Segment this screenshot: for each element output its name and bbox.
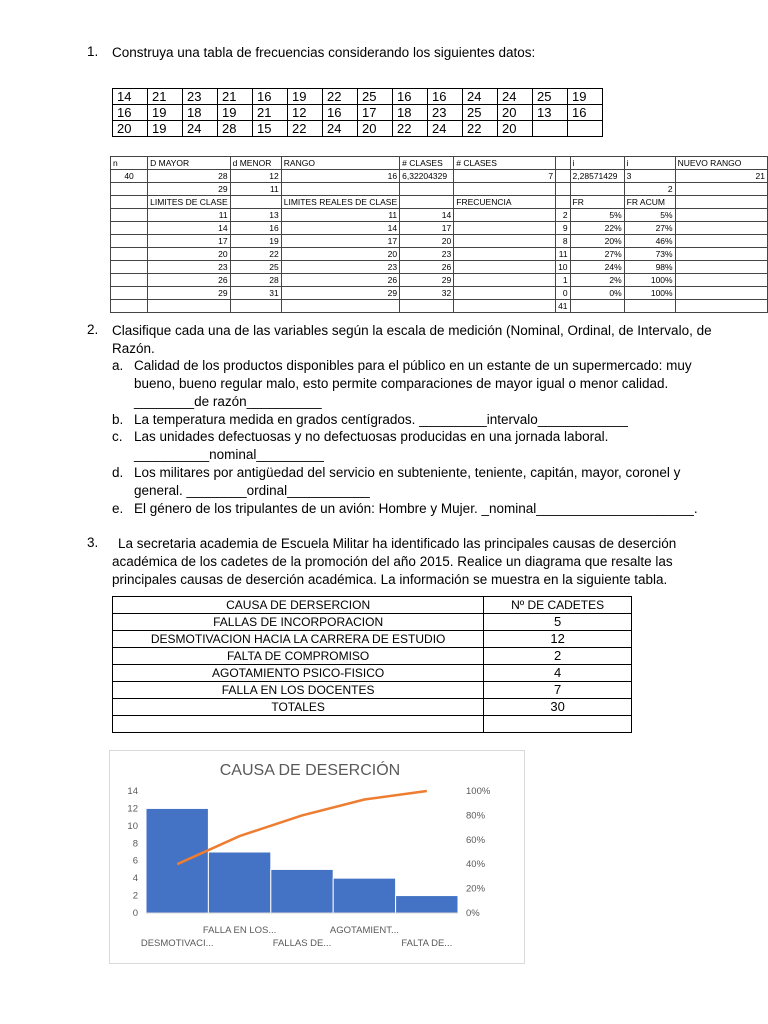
freq-table-cell	[556, 170, 570, 183]
data-grid-cell: 13	[533, 105, 568, 121]
freq-table-cell: 0%	[570, 287, 624, 300]
freq-table-cell: FR ACUM	[624, 196, 675, 209]
freq-table-cell: 26	[148, 274, 230, 287]
freq-table-cell: 11	[556, 248, 570, 261]
data-grid-cell	[568, 121, 603, 137]
pareto-chart	[109, 750, 525, 964]
freq-table-cell: i	[570, 157, 624, 170]
freq-table-cell: 22%	[570, 222, 624, 235]
chart-bar	[271, 869, 333, 913]
freq-table-cell: 11	[230, 183, 281, 196]
y-right-tick-label: 0%	[466, 908, 480, 919]
freq-table-cell: 23	[400, 248, 454, 261]
y-right-tick-label: 20%	[466, 883, 486, 895]
q2e-letter: e.	[112, 501, 124, 516]
freq-table-cell: 14	[400, 209, 454, 222]
cause-table-row	[113, 631, 632, 648]
freq-table-cell: 28	[230, 274, 281, 287]
cause-table-row	[113, 716, 632, 733]
data-grid-cell: 16	[253, 89, 288, 105]
freq-table-cell: 23	[148, 261, 230, 274]
freq-table-cell: 2,28571429	[570, 170, 624, 183]
freq-table-cell: # CLASES	[454, 157, 556, 170]
y-left-tick-label: 8	[132, 838, 138, 850]
freq-table-cell: 8	[556, 235, 570, 248]
freq-table-cell: 7	[454, 170, 556, 183]
freq-table-cell	[111, 196, 148, 209]
cause-table-header	[113, 597, 632, 614]
freq-table-cell	[556, 157, 570, 170]
freq-table-cell: 20	[400, 235, 454, 248]
freq-table-cell: # CLASES	[400, 157, 454, 170]
frequency-table	[110, 156, 768, 313]
freq-table-cell: LIMITES REALES DE CLASE	[281, 196, 399, 209]
data-grid-cell: 28	[218, 121, 253, 137]
data-grid-row	[113, 121, 603, 137]
freq-table-cell	[454, 300, 556, 313]
freq-table-cell: 2	[624, 183, 675, 196]
cause-table-cell: 2	[484, 648, 632, 665]
freq-table-cell	[454, 235, 556, 248]
freq-table-cell: 40	[111, 170, 148, 183]
freq-table-cell	[111, 235, 148, 248]
data-grid-cell: 19	[218, 105, 253, 121]
q2b-text: La temperatura medida en grados centígrados. _________intervalo____________	[134, 412, 628, 427]
y-left-tick-label: 14	[127, 786, 138, 797]
freq-table-cell: 10	[556, 261, 570, 274]
y-right-tick-label: 80%	[466, 810, 486, 822]
freq-table-cell: RANGO	[281, 157, 399, 170]
q2c-answer: __________nominal_________	[134, 447, 324, 462]
q2-number: 2.	[87, 322, 99, 337]
freq-table-cell: 23	[281, 261, 399, 274]
freq-table-cell: 28	[148, 170, 230, 183]
data-grid-cell: 16	[428, 89, 463, 105]
q2a-line1: Calidad de los productos disponibles para el público en un estante de un supermercado: muy	[134, 358, 692, 373]
freq-table-cell	[675, 235, 767, 248]
freq-table-cell	[675, 248, 767, 261]
freq-table-cell	[675, 222, 767, 235]
cause-table-cell: TOTALES	[113, 699, 484, 716]
freq-table-row	[111, 235, 768, 248]
cause-table-cell: 12	[484, 631, 632, 648]
x-category-label: FALLAS DE...	[272, 938, 332, 949]
freq-table-cell: 14	[281, 222, 399, 235]
freq-table-cell: 5%	[624, 209, 675, 222]
freq-table-cell: 2%	[570, 274, 624, 287]
data-grid-cell: 24	[463, 89, 498, 105]
freq-table-cell: 16	[230, 222, 281, 235]
chart-title: CAUSA DE DESERCIÓN	[219, 762, 401, 779]
data-grid-cell: 18	[393, 105, 428, 121]
freq-table-row	[111, 274, 768, 287]
data-grid-cell: 22	[463, 121, 498, 137]
freq-table-cell: 21	[675, 170, 767, 183]
freq-table-cell	[570, 183, 624, 196]
freq-table-cell: 17	[281, 235, 399, 248]
freq-table-cell: 73%	[624, 248, 675, 261]
data-grid-row	[113, 89, 603, 105]
cause-table-cell: 5	[484, 614, 632, 631]
chart-bar	[208, 852, 270, 913]
cause-table-cell: AGOTAMIENTO PSICO-FISICO	[113, 665, 484, 682]
data-grid-cell: 19	[288, 89, 323, 105]
freq-table-cell: 16	[281, 170, 399, 183]
freq-table-cell	[148, 300, 230, 313]
data-grid-cell: 12	[288, 105, 323, 121]
data-grid-cell: 25	[463, 105, 498, 121]
freq-table-cell	[454, 209, 556, 222]
data-grid-cell: 23	[183, 89, 218, 105]
cause-table-row	[113, 614, 632, 631]
data-grid-cell: 22	[323, 89, 358, 105]
freq-table-cell: 26	[400, 261, 454, 274]
cause-table-header-cell: CAUSA DE DERSERCION	[113, 597, 484, 614]
freq-table-cell	[624, 300, 675, 313]
data-grid-cell: 16	[113, 105, 148, 121]
cause-table-cell: FALLA EN LOS DOCENTES	[113, 682, 484, 699]
cause-table-cell	[113, 716, 484, 733]
q2a-line2: bueno, bueno regular malo, esto permite comparaciones de mayor igual o menor calidad.	[134, 376, 669, 391]
freq-table-cell: 98%	[624, 261, 675, 274]
q2a-answer: ________de razón__________	[134, 394, 322, 409]
freq-table-row	[111, 222, 768, 235]
data-grid-cell: 24	[498, 89, 533, 105]
freq-table-cell: 27%	[624, 222, 675, 235]
freq-table-cell: 6,32204329	[400, 170, 454, 183]
chart-bar	[333, 878, 395, 913]
q1-number: 1.	[87, 44, 99, 59]
freq-table-cell: 17	[400, 222, 454, 235]
q2c-letter: c.	[112, 429, 123, 444]
x-category-label: AGOTAMIENT...	[329, 925, 399, 936]
freq-table-cell	[111, 209, 148, 222]
freq-table-cell: 24%	[570, 261, 624, 274]
freq-table-cell: LIMITES DE CLASE	[148, 196, 230, 209]
cause-table-cell: DESMOTIVACION HACIA LA CARRERA DE ESTUDIO	[113, 631, 484, 648]
y-left-tick-label: 12	[127, 803, 138, 815]
freq-table-cell	[281, 183, 399, 196]
data-grid-cell: 24	[428, 121, 463, 137]
y-left-tick-label: 4	[132, 873, 138, 885]
y-left-tick-label: 0	[132, 908, 138, 919]
freq-table-cell: 22	[230, 248, 281, 261]
data-grid-cell: 22	[393, 121, 428, 137]
data-grid-cell: 14	[113, 89, 148, 105]
freq-table-cell	[111, 183, 148, 196]
cause-table-cell	[484, 716, 632, 733]
freq-table-cell	[675, 209, 767, 222]
freq-table-cell	[111, 261, 148, 274]
freq-table-cell	[281, 300, 399, 313]
freq-table-cell: 29	[400, 274, 454, 287]
freq-table-cell	[570, 300, 624, 313]
freq-table-cell: 32	[400, 287, 454, 300]
freq-table-cell: 9	[556, 222, 570, 235]
data-grid-cell: 21	[253, 105, 288, 121]
freq-table-row	[111, 287, 768, 300]
freq-table-row	[111, 261, 768, 274]
cause-table-row	[113, 699, 632, 716]
x-category-label: FALLA EN LOS...	[202, 925, 277, 936]
data-grid-cell	[533, 121, 568, 137]
freq-table-cell	[454, 287, 556, 300]
freq-table-cell: 5%	[570, 209, 624, 222]
y-left-tick-label: 10	[127, 820, 138, 832]
freq-table-cell	[230, 196, 281, 209]
cause-table	[112, 596, 632, 733]
freq-table-cell	[675, 274, 767, 287]
data-grid-cell: 19	[148, 105, 183, 121]
y-right-tick-label: 60%	[466, 834, 486, 846]
data-grid-cell: 18	[183, 105, 218, 121]
cause-table-cell: 7	[484, 682, 632, 699]
data-grid-cell: 20	[498, 121, 533, 137]
chart-svg	[110, 751, 524, 963]
y-right-tick-label: 100%	[466, 786, 491, 797]
data-grid-cell: 16	[568, 105, 603, 121]
data-grid-cell: 25	[358, 89, 393, 105]
q2d-line1: Los militares por antigüedad del servicio en subteniente, teniente, capitán, mayor, coronel y	[134, 465, 681, 480]
y-right-tick-label: 40%	[466, 859, 486, 871]
freq-table-cell: 29	[148, 287, 230, 300]
freq-table-cell	[400, 183, 454, 196]
freq-table-row	[111, 157, 768, 170]
cause-table-cell: FALLAS DE INCORPORACION	[113, 614, 484, 631]
freq-table-cell	[400, 300, 454, 313]
data-grid-cell: 20	[498, 105, 533, 121]
cause-table-row	[113, 648, 632, 665]
freq-table-row	[111, 300, 768, 313]
q3-line3: principales causas de deserción académica. La información se muestra en la siguiente tabla.	[112, 572, 668, 587]
freq-table-cell	[675, 261, 767, 274]
freq-table-cell	[454, 274, 556, 287]
chart-bar	[396, 896, 458, 913]
freq-table-cell: 14	[148, 222, 230, 235]
freq-table-cell: 0	[556, 287, 570, 300]
data-grid-cell: 21	[148, 89, 183, 105]
freq-table-cell: 20	[281, 248, 399, 261]
q2-line2: Razón.	[112, 341, 155, 356]
freq-table-cell	[111, 274, 148, 287]
cause-table-header-cell: Nº DE CADETES	[484, 597, 632, 614]
data-grid-cell: 16	[323, 105, 358, 121]
cause-table-row	[113, 682, 632, 699]
data-grid-cell: 17	[358, 105, 393, 121]
freq-table-cell: 13	[230, 209, 281, 222]
freq-table-cell	[675, 183, 767, 196]
freq-table-cell	[454, 248, 556, 261]
freq-table-cell: 29	[281, 287, 399, 300]
freq-table-row	[111, 209, 768, 222]
freq-table-cell	[111, 300, 148, 313]
freq-table-cell	[675, 300, 767, 313]
freq-table-cell	[111, 222, 148, 235]
freq-table-cell	[111, 248, 148, 261]
freq-table-cell: 29	[148, 183, 230, 196]
data-grid-cell: 22	[288, 121, 323, 137]
freq-table-cell: 100%	[624, 274, 675, 287]
freq-table-cell: D MAYOR	[148, 157, 230, 170]
freq-table-cell: 19	[230, 235, 281, 248]
q2c-line1: Las unidades defectuosas y no defectuosas producidas en una jornada laboral.	[134, 429, 609, 444]
freq-table-cell	[556, 183, 570, 196]
data-grid-cell: 15	[253, 121, 288, 137]
data-grid-cell: 24	[183, 121, 218, 137]
cause-table-cell: 4	[484, 665, 632, 682]
data-grid-cell: 16	[393, 89, 428, 105]
data-grid-cell: 24	[323, 121, 358, 137]
q3-line2: académica de los cadetes de la promoción del año 2015. Realice un diagrama que resalte las	[112, 554, 673, 569]
freq-table-cell: FRECUENCIA	[454, 196, 556, 209]
data-grid-cell: 25	[533, 89, 568, 105]
freq-table-cell	[675, 196, 767, 209]
y-left-tick-label: 6	[132, 855, 138, 867]
freq-table-cell: 25	[230, 261, 281, 274]
freq-table-row	[111, 196, 768, 209]
freq-table-cell: 2	[556, 209, 570, 222]
y-left-tick-label: 2	[132, 890, 138, 902]
freq-table-row	[111, 248, 768, 261]
data-grid-cell: 20	[113, 121, 148, 137]
freq-table-cell	[454, 222, 556, 235]
data-grid-cell: 19	[148, 121, 183, 137]
freq-table-cell	[230, 300, 281, 313]
q3-number: 3.	[87, 535, 99, 550]
q1-text: Construya una tabla de frecuencias considerando los siguientes datos:	[112, 45, 536, 60]
freq-table-cell: n	[111, 157, 148, 170]
x-category-label: DESMOTIVACI...	[140, 938, 214, 949]
freq-table-cell	[675, 287, 767, 300]
data-grid-cell: 19	[568, 89, 603, 105]
q2d-line2: general. ________ordinal___________	[134, 483, 370, 498]
freq-table-cell: 100%	[624, 287, 675, 300]
freq-table-cell: 11	[148, 209, 230, 222]
freq-table-cell: 46%	[624, 235, 675, 248]
freq-table-cell: 20%	[570, 235, 624, 248]
data-grid-cell: 21	[218, 89, 253, 105]
freq-table-cell: 17	[148, 235, 230, 248]
data-grid-cell: 20	[358, 121, 393, 137]
freq-table-cell: FR	[570, 196, 624, 209]
q3-line1: La secretaria academia de Escuela Militar ha identificado las principales causas de deserción	[118, 536, 677, 551]
freq-table-cell	[454, 183, 556, 196]
freq-table-cell: 31	[230, 287, 281, 300]
q2d-letter: d.	[112, 465, 124, 480]
freq-table-cell: 12	[230, 170, 281, 183]
freq-table-cell: i	[624, 157, 675, 170]
data-grid-cell: 23	[428, 105, 463, 121]
freq-table-row	[111, 170, 768, 183]
freq-table-cell	[556, 196, 570, 209]
q2a-letter: a.	[112, 358, 124, 373]
cause-table-cell: 30	[484, 699, 632, 716]
q2b-letter: b.	[112, 412, 124, 427]
q2-line1: Clasifique cada una de las variables según la escala de medición (Nominal, Ordinal, de Intervalo, de	[112, 323, 712, 338]
cause-table-row	[113, 665, 632, 682]
freq-table-cell: NUEVO RANGO	[675, 157, 767, 170]
freq-table-cell	[454, 261, 556, 274]
freq-table-cell: d MENOR	[230, 157, 281, 170]
freq-table-cell: 3	[624, 170, 675, 183]
data-grid-row	[113, 105, 603, 121]
chart-bar	[146, 808, 208, 913]
freq-table-cell: 20	[148, 248, 230, 261]
data-grid	[112, 88, 603, 137]
x-category-label: FALTA DE...	[401, 938, 453, 949]
freq-table-cell	[400, 196, 454, 209]
q2e-text: El género de los tripulantes de un avión: Hombre y Mujer. _nominal_____________________.	[134, 501, 698, 516]
freq-table-cell: 27%	[570, 248, 624, 261]
freq-table-cell: 41	[556, 300, 570, 313]
freq-table-cell: 11	[281, 209, 399, 222]
freq-table-cell: 1	[556, 274, 570, 287]
freq-table-row	[111, 183, 768, 196]
cause-table-cell: FALTA DE COMPROMISO	[113, 648, 484, 665]
freq-table-cell: 26	[281, 274, 399, 287]
freq-table-cell	[111, 287, 148, 300]
